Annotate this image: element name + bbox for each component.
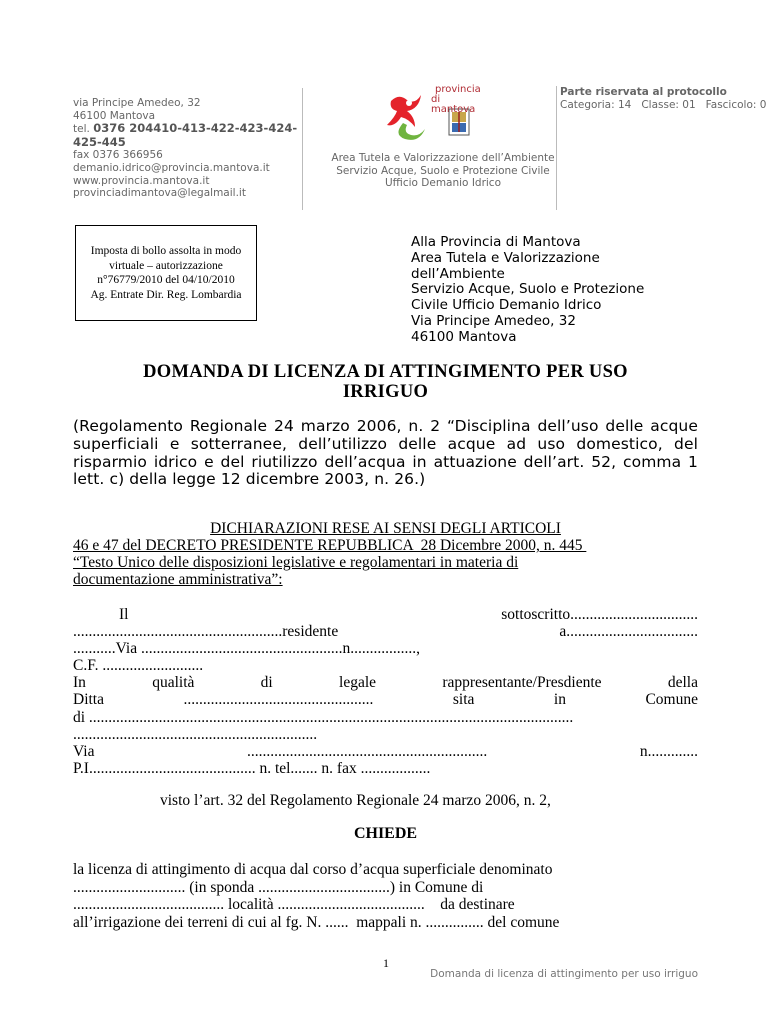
address-line: via Principe Amedeo, 32 xyxy=(73,97,201,109)
title-line: IRRIGUO xyxy=(342,382,429,402)
declarations-line: documentazione amministrativa”: xyxy=(73,571,283,588)
form-row xyxy=(73,623,698,640)
logo-text xyxy=(425,85,481,115)
header-divider xyxy=(556,86,557,210)
form-label: sita xyxy=(452,691,475,709)
name-field[interactable]: sottoscritto................................. xyxy=(501,606,698,623)
address-line: 46100 Mantova xyxy=(73,109,156,122)
applicant-form xyxy=(73,606,698,777)
recipient-line: Servizio Acque, Suolo e Protezione xyxy=(411,281,645,298)
company-field[interactable]: ................................................. xyxy=(183,691,374,709)
request-body xyxy=(73,861,698,931)
form-row xyxy=(73,606,698,623)
municipality-field-continued[interactable]: ............................................................... xyxy=(73,725,318,743)
pec-line: provinciadimantova@legalmail.it xyxy=(73,187,246,200)
form-label: legale xyxy=(339,674,377,692)
tel-numbers: 0376 204410-413-422-423-424-425-445 xyxy=(73,121,298,149)
form-row xyxy=(73,743,698,760)
document-title xyxy=(73,362,698,402)
declarations-heading xyxy=(73,520,698,588)
title-line: DOMANDA DI LICENZA DI ATTINGIMENTO PER USO xyxy=(143,362,628,382)
city-field[interactable]: a.................................. xyxy=(559,623,698,641)
company-number-field[interactable]: n............. xyxy=(639,742,698,760)
office-line: Servizio Acque, Suolo e Protezione Civile xyxy=(336,164,550,177)
website-line: www.provincia.mantova.it xyxy=(73,174,210,187)
office-line: Area Tutela e Valorizzazione dell’Ambiente xyxy=(331,152,555,164)
recipient-line: dell’Ambiente xyxy=(411,265,505,282)
form-label: Via xyxy=(73,742,95,760)
declarations-line: 46 e 47 del DECRETO PRESIDENTE REPUBBLICA 28 Dicembre 2000, n. 445 xyxy=(73,537,587,554)
logo-text-line: di mantova xyxy=(431,94,476,115)
request-line[interactable]: ....................................... località ...................................... da destinare xyxy=(73,896,515,913)
regulation-reference: (Regolamento Regionale 24 marzo 2006, n. 2 “Disciplina dell’uso delle acque superficiali e sotterranee, dell’utilizzo delle acque ad uso domestico, del risparmio idrico e del riutilizzo dell’acqua in attuazione dell’art. 52, comma 1 lett. c) della legge 12 dicembre 2003, n. 26.) xyxy=(73,417,698,489)
form-row xyxy=(73,691,698,708)
form-label: di xyxy=(260,674,273,692)
stamp-duty-box xyxy=(75,225,257,321)
form-label: rappresentante/Presdiente xyxy=(442,674,602,692)
company-street-field[interactable]: .............................................................. xyxy=(247,742,488,760)
form-label: Ditta xyxy=(73,691,104,709)
residence-field[interactable]: ......................................................residente xyxy=(73,623,339,641)
recipient-line: Civile Ufficio Demanio Idrico xyxy=(411,297,602,314)
sender-contacts xyxy=(73,97,305,200)
office-name xyxy=(318,152,568,190)
legal-basis: visto l’art. 32 del Regolamento Regionale 24 marzo 2006, n. 2, xyxy=(160,792,551,809)
form-label: Comune xyxy=(645,691,698,709)
form-label: in xyxy=(553,691,566,709)
form-row xyxy=(73,674,698,691)
provincia-logo xyxy=(385,83,480,145)
municipality-field[interactable]: di ............................................................................................................................. xyxy=(73,708,574,726)
logo-text-line: provincia xyxy=(435,84,481,95)
recipient-line: Area Tutela e Valorizzazione xyxy=(411,249,600,266)
form-label: qualità xyxy=(152,674,195,692)
stamp-line: Ag. Entrate Dir. Reg. Lombardia xyxy=(90,288,242,301)
recipient-line: 46100 Mantova xyxy=(411,328,517,345)
protocol-box xyxy=(560,86,770,112)
vat-phone-fax-field[interactable]: P.I........................................... n. tel....... n. fax .................. xyxy=(73,759,431,777)
protocol-title: Parte riservata al protocollo xyxy=(560,86,727,98)
request-line: la licenza di attingimento di acqua dal corso d’acqua superficiale denominato xyxy=(73,861,553,878)
stamp-line: n°76779/2010 del 04/10/2010 xyxy=(97,274,235,286)
request-heading: CHIEDE xyxy=(353,825,418,842)
email-line: demanio.idrico@provincia.mantova.it xyxy=(73,161,270,174)
header-divider xyxy=(302,88,303,210)
request-line[interactable]: ............................. (in sponda ..................................) in Comune di xyxy=(73,878,484,896)
form-label: In xyxy=(73,674,86,692)
recipient-line: Via Principe Amedeo, 32 xyxy=(411,312,576,329)
protocol-classification: Categoria: 14 Classe: 01 Fascicolo: 0 xyxy=(560,98,767,111)
street-field[interactable]: ...........Via ....................................................n................., xyxy=(73,640,420,658)
recipient-line: Alla Provincia di Mantova xyxy=(411,234,581,250)
page-number: 1 xyxy=(383,956,389,970)
page-footer: Domanda di licenza di attingimento per uso irriguo xyxy=(430,968,698,980)
tax-code-field[interactable]: C.F. .......................... xyxy=(73,657,204,675)
recipient-address xyxy=(411,235,691,346)
form-label: della xyxy=(667,674,698,692)
telephone xyxy=(73,122,305,149)
form-label: Il xyxy=(119,606,129,623)
stamp-line: Imposta di bollo assolta in modo xyxy=(90,245,242,257)
office-line: Ufficio Demanio Idrico xyxy=(384,177,502,190)
declarations-line: “Testo Unico delle disposizioni legislative e regolamentari in materia di xyxy=(73,554,519,571)
stamp-line: virtuale – autorizzazione xyxy=(109,259,223,272)
request-line[interactable]: all’irrigazione dei terreni di cui al fg. N. ...... mappali n. ............... del comune xyxy=(73,913,560,931)
tel-label: tel. xyxy=(73,123,90,136)
declarations-line: DICHIARAZIONI RESE AI SENSI DEGLI ARTICOLI xyxy=(210,520,561,537)
fax: fax 0376 366956 xyxy=(73,149,163,162)
